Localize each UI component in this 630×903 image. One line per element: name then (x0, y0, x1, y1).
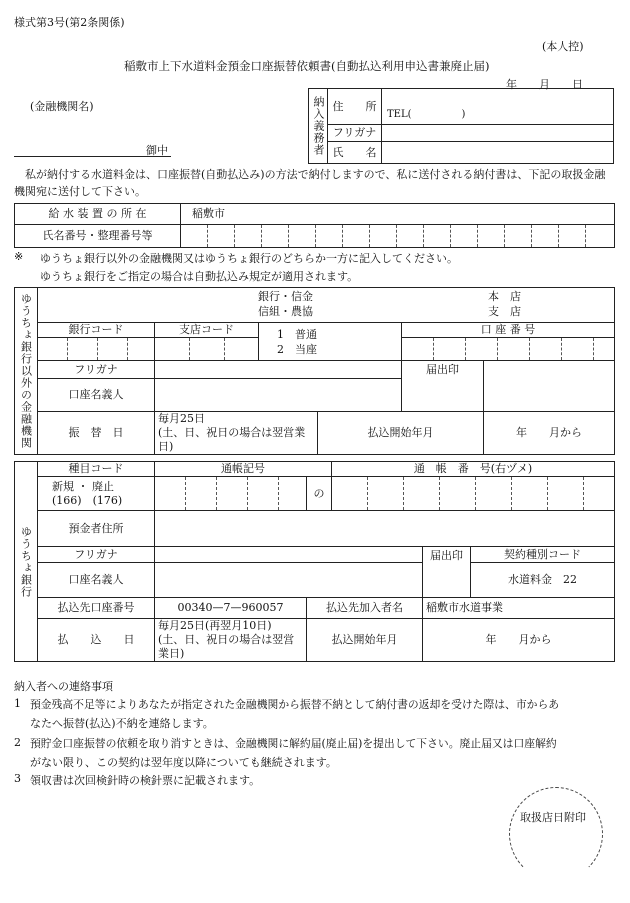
date-stamp-label: 取扱店日附印 (520, 811, 586, 824)
no-char: の (307, 477, 332, 511)
id-number-field[interactable] (181, 225, 615, 248)
payee-account-value: 00340—7—960057 (155, 598, 307, 619)
notice-1-num: 1 (14, 697, 21, 710)
pay-day-label: 払 込 日 (38, 619, 155, 662)
name-field[interactable] (382, 142, 614, 164)
yu-start-label: 払込開始年月 (307, 619, 423, 662)
new-cancel-option[interactable]: 新規 ・ 廃止 (166) (176) (38, 477, 155, 511)
ob-start-field[interactable]: 年 月から (484, 412, 615, 455)
account-number-label: 口 座 番 号 (402, 323, 615, 338)
passbook-number-label: 通 帳 番 号(右ヅメ) (332, 462, 615, 477)
account-type-field[interactable]: 1 普通 2 当座 (259, 323, 402, 361)
bank-honorific: 御中 (146, 144, 168, 157)
payee-account-label: 払込先口座番号 (38, 598, 155, 619)
location-label: 給 水 装 置 の 所 在 (15, 204, 181, 225)
yucho-table (14, 461, 615, 662)
depositor-address-field[interactable] (155, 511, 615, 547)
furigana-field[interactable] (382, 125, 614, 142)
yu-holder-label: 口座名義人 (38, 563, 155, 598)
notices-heading: 納入者への連絡事項 (14, 680, 113, 693)
yu-seal-label: 届出印 (423, 547, 471, 598)
pay-day-value: 毎月25日(再翌月10日) (土、日、祝日の場合は翌営業日) (155, 619, 307, 662)
ob-holder-label: 口座名義人 (38, 379, 155, 412)
passbook-code-field[interactable] (155, 477, 307, 511)
transfer-day-label: 振 替 日 (38, 412, 155, 455)
name-label: 氏 名 (328, 142, 382, 164)
note-line1: ゆうちょ銀行以外の金融機関又はゆうちょ銀行のどちらか一方に記入してください。 (40, 252, 458, 265)
form-number: 様式第3号(第2条関係) (14, 16, 125, 29)
date-stamp-circle[interactable] (509, 787, 603, 881)
other-bank-table (14, 287, 615, 455)
branch-code-field[interactable] (155, 338, 259, 361)
taxpayer-side-label: 納入義務者 (309, 89, 328, 164)
yu-furigana-field[interactable] (155, 547, 423, 563)
ob-start-label: 払込開始年月 (318, 412, 484, 455)
ob-furigana-label: フリガナ (38, 361, 155, 379)
form-title: 稲敷市上下水道料金預金口座振替依頼書(自動払込利用申込書兼廃止届) (124, 59, 490, 73)
contract-code-label: 契約種別コード (471, 547, 615, 563)
date-line: 年 月 日 (506, 78, 583, 91)
yucho-side-label: ゆうちょ銀行 (15, 462, 38, 662)
request-text: 私が納付する水道料金は、口座振替(自動払込み)の方法で納付しますので、私に送付される納付書は、下記の取扱金融機関宛に送付して下さい。 (14, 168, 606, 198)
location-field[interactable]: 稲敷市 (181, 204, 615, 225)
branch-code-label: 支店コード (155, 323, 259, 338)
notice-1-line2: なたへ振替(払込)不納を連絡します。 (30, 717, 214, 730)
furigana-label: フリガナ (328, 125, 382, 142)
ob-furigana-field[interactable] (155, 361, 402, 379)
payee-name-value: 稲敷市水道事業 (423, 598, 615, 619)
passbook-number-field[interactable] (332, 477, 615, 511)
notice-2-line2: がない限り、この契約は翌年度以降についても継続されます。 (30, 756, 337, 769)
note-mark: ※ (14, 250, 24, 263)
account-number-field[interactable] (402, 338, 615, 361)
id-number-label: 氏名番号・整理番号等 (15, 225, 181, 248)
copy-type: (本人控) (542, 40, 584, 53)
notice-1-line1: 預金残高不足等によりあなたが指定された金融機関から振替不納として納付書の返却を受けた際は、市からあ (30, 698, 560, 711)
address-field[interactable] (382, 89, 614, 125)
ob-holder-field[interactable] (155, 379, 402, 412)
transfer-day-value: 毎月25日 (土、日、祝日の場合は翌営業日) (155, 412, 318, 455)
ob-seal-field[interactable] (484, 361, 615, 412)
taxpayer-table (308, 88, 614, 164)
bank-name-field[interactable]: 銀行・信金 信組・農協 本 店 支 店 (38, 288, 615, 323)
type-code-label: 種目コード (38, 462, 155, 477)
passbook-code-label: 通帳記号 (155, 462, 332, 477)
bank-code-label: 銀行コード (38, 323, 155, 338)
notice-3-line1: 領収書は次回検針時の検針票に記載されます。 (30, 774, 261, 787)
bank-name-label: (金融機関名) (30, 100, 94, 113)
yu-holder-field[interactable] (155, 563, 423, 598)
contract-code-value: 水道料金 22 (471, 563, 615, 598)
yu-start-field[interactable]: 年 月から (423, 619, 615, 662)
payee-name-label: 払込先加入者名 (307, 598, 423, 619)
ob-seal-label: 届出印 (402, 361, 484, 412)
supply-table (14, 203, 615, 248)
tel-label: TEL( ) (387, 109, 466, 120)
notice-2-num: 2 (14, 736, 21, 749)
bank-code-field[interactable] (38, 338, 155, 361)
notice-3-num: 3 (14, 772, 21, 785)
address-label: 住 所 (328, 89, 382, 125)
notice-2-line1: 預貯金口座振替の依頼を取り消すときは、金融機関に解約届(廃止届)を提出して下さい。廃止届又は口座解約 (30, 737, 557, 750)
note-line2: ゆうちょ銀行をご指定の場合は自動払込み規定が適用されます。 (40, 270, 359, 283)
other-bank-side-label: ゆうちょ銀行以外の金融機関 (15, 288, 38, 455)
depositor-address-label: 預金者住所 (38, 511, 155, 547)
yu-furigana-label: フリガナ (38, 547, 155, 563)
